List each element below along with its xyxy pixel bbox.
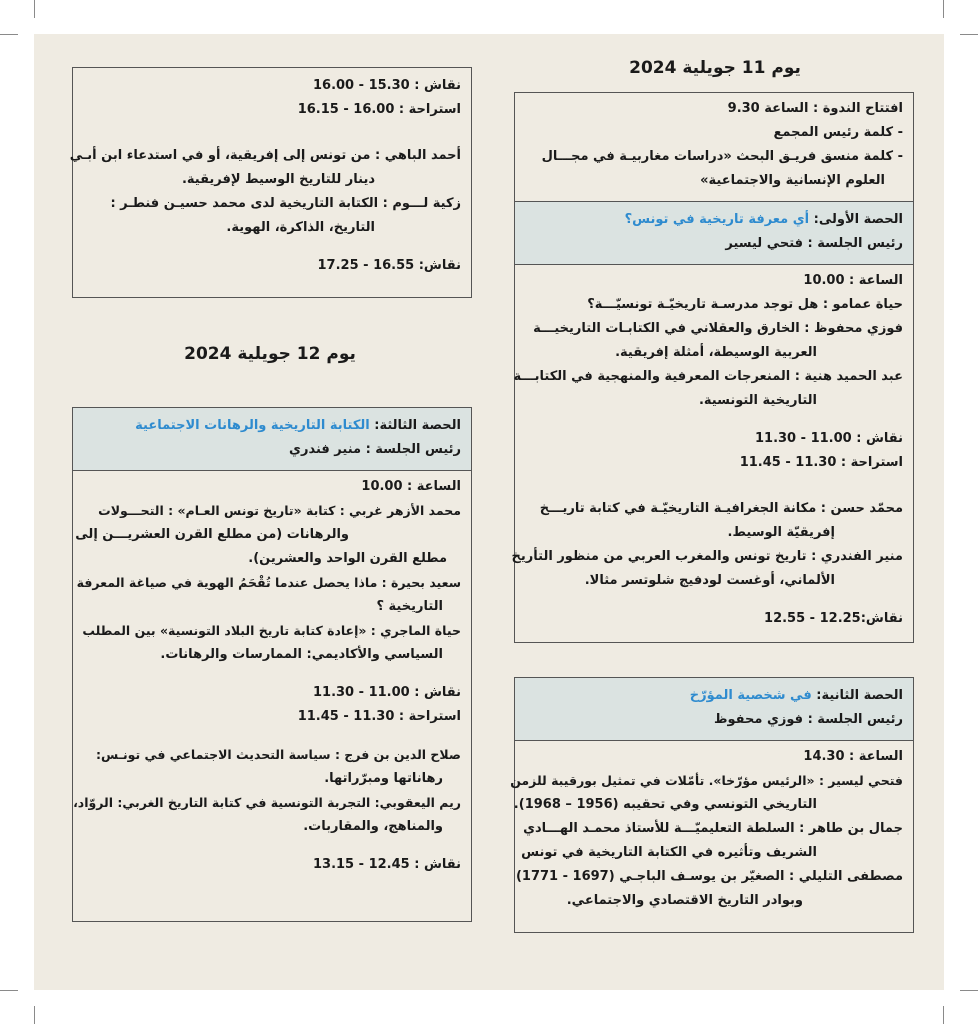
talk-line: التاريخية ؟ — [376, 599, 443, 614]
talk-line: مطلع القرن الواحد والعشرين). — [248, 551, 447, 566]
opening-line: افتتاح الندوة : الساعة 9.30 — [727, 101, 903, 116]
talk-line: دينار للتاريخ الوسيط لإفريقية. — [181, 172, 375, 187]
talk-line: منير الفندري : تاريخ تونس والمغرب العربي من منظور التأريخ — [511, 549, 903, 564]
talk-line: محمد الأزهر غربي : كتابة «تاريخ تونس العـام» : التحـــولات — [98, 503, 461, 518]
talk-line: السياسي والأكاديمي: الممارسات والرهانات. — [160, 647, 443, 662]
talk-line: ريم اليعقوبي: التجربة التونسية في كتابة التاريخ الغربي: الروّاد، — [73, 795, 461, 810]
day-11-title: يوم 11 جويلية 2024 — [629, 58, 801, 78]
talk-line: أحمد الباهي : من تونس إلى إفريقية، أو في استدعاء ابن أبـي — [69, 148, 461, 163]
crop-mark — [943, 1006, 944, 1024]
session-3-box — [72, 407, 472, 922]
break-time: استراحة : 16.00 - 16.15 — [297, 102, 461, 117]
crop-mark — [0, 34, 18, 35]
talk-line: الألماني، أوغست لودفيج شلوتسر مثالا. — [584, 573, 835, 588]
talk-line: رهاناتها ومبرّراتها. — [324, 771, 443, 786]
talk-line: حياة عمامو : هل توجد مدرسـة تاريخيّـة تونسيّـــة؟ — [587, 297, 903, 312]
talk-line: فتحي ليسير : «الرئيس مؤرّخا». تأمّلات في تمثيل بورقيبة للزمن — [510, 773, 903, 788]
talk-line: وبوادر التاريخ الاقتصادي والاجتماعي. — [566, 893, 803, 908]
session-title: في شخصية المؤرّخ — [689, 688, 812, 703]
talk-line: والمناهج، والمقاربات. — [303, 819, 443, 834]
opening-line: العلوم الإنسانية والاجتماعية» — [700, 173, 885, 188]
session-time: الساعة : 10.00 — [361, 479, 461, 494]
session-label: الحصة الثالثة: — [374, 418, 461, 433]
session-time: الساعة : 14.30 — [803, 749, 903, 764]
discussion-time: نقاش:12.25 - 12.55 — [764, 611, 903, 626]
opening-line: - كلمة رئيس المجمع — [773, 125, 903, 140]
discussion-time: نقاش : 11.00 - 11.30 — [312, 685, 461, 700]
session-chair: رئيس الجلسة : فتحي ليسير — [725, 236, 903, 251]
discussion-time: نقاش : 11.00 - 11.30 — [754, 431, 903, 446]
session-title: أي معرفة تاريخية في تونس؟ — [624, 212, 810, 227]
talk-line: جمال بن طاهر : السلطة التعليميّـــة للأستاذ محمـد الهـــادي — [523, 821, 903, 836]
break-time: استراحة : 11.30 - 11.45 — [297, 709, 461, 724]
talk-line: الشريف وتأثيره في الكتابة التاريخية في تونس — [521, 845, 817, 860]
break-time: استراحة : 11.30 - 11.45 — [739, 455, 903, 470]
talk-line: والرهانات (من مطلع القرن العشريـــن إلى — [75, 527, 349, 542]
discussion-time: نقاش : 15.30 - 16.00 — [312, 78, 461, 93]
session-chair: رئيس الجلسة : منير فندري — [289, 442, 461, 457]
talk-line: زكية لـــوم : الكتابة التاريخية لدى محمد حسيـن فنطـر : — [110, 196, 461, 211]
opening-line: - كلمة منسق فريـق البحث «دراسات مغاربيـة في مجـــال — [541, 149, 903, 164]
crop-mark — [34, 0, 35, 18]
session-2-header — [515, 678, 913, 741]
crop-mark — [0, 990, 18, 991]
session-1-header — [515, 201, 913, 265]
discussion-time: نقاش : 12.45 - 13.15 — [312, 857, 461, 872]
crop-mark — [960, 990, 978, 991]
crop-mark — [943, 0, 944, 18]
discussion-time: نقاش: 16.55 - 17.25 — [317, 258, 461, 273]
talk-line: محمّد حسن : مكانة الجغرافيـة التاريخيّـة في كتابة تاريـــخ — [539, 501, 903, 516]
talk-line: حياة الماجري : «إعادة كتابة تاريخ البلاد التونسية» بين المطلب — [82, 623, 461, 638]
session-label: الحصة الثانية: — [816, 688, 903, 703]
talk-line: سعيد بحيرة : ماذا يحصل عندما تُقْحَمُ الهوية في صياغة المعرفة — [76, 575, 461, 590]
day-12-title: يوم 12 جويلية 2024 — [184, 344, 356, 364]
talk-line: التاريخي التونسي وفي تحقيبه (1956 – 1968). — [513, 797, 817, 812]
session-time: الساعة : 10.00 — [803, 273, 903, 288]
talk-line: التاريخية التونسية. — [698, 393, 817, 408]
session-2-box — [510, 677, 914, 933]
talk-line: العربية الوسيطة، أمثلة إفريقية. — [615, 345, 817, 360]
session-label: الحصة الأولى: — [813, 212, 903, 227]
talk-line: فوزي محفوظ : الخارق والعقلاني في الكتابـات التاريخيـــة — [533, 321, 903, 336]
session-chair: رئيس الجلسة : فوزي محفوظ — [714, 712, 903, 727]
talk-line: إفريقيّة الوسيط. — [727, 525, 835, 540]
afternoon-box — [69, 67, 472, 298]
talk-line: عبد الحميد هنية : المنعرجات المعرفية والمنهجية في الكتابـــة — [513, 369, 903, 384]
session-title: الكتابة التاريخية والرهانات الاجتماعية — [135, 418, 370, 433]
talk-line: صلاح الدين بن فرج : سياسة التحديث الاجتماعي في تونـس: — [96, 747, 461, 762]
opening-box — [511, 92, 914, 643]
talk-line: التاريخ، الذاكرة، الهوية. — [226, 220, 375, 235]
talk-line: مصطفى التليلي : الصغيّر بن يوسـف الباجـي (1697 - 1771) — [515, 869, 903, 884]
crop-mark — [960, 34, 978, 35]
crop-mark — [34, 1006, 35, 1024]
session-3-header — [73, 408, 471, 471]
